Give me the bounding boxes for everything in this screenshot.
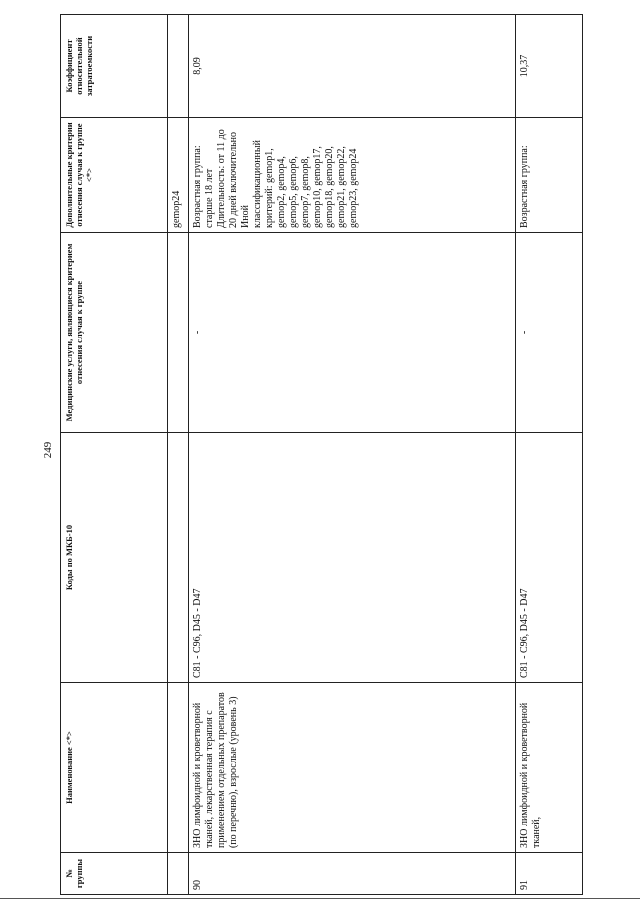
additional-criteria-cell: Возрастная группа: [516, 118, 583, 233]
name-cell: ЗНО лимфоидной и кроветворной тканей, [516, 683, 583, 853]
header-group-number: № группы [61, 853, 168, 895]
cell [168, 853, 189, 895]
table-row [189, 15, 516, 895]
header-coefficient: Коэффициент относительной затратоемкости [61, 15, 168, 118]
cell [168, 233, 189, 433]
cell [168, 683, 189, 853]
rotated-table-wrapper [60, 15, 605, 895]
cell [168, 433, 189, 683]
tariff-table [60, 14, 583, 895]
header-mkb-codes: Коды по МКБ-10 [61, 433, 168, 683]
group-number-cell: 91 [516, 853, 583, 895]
medical-services-cell: - [189, 233, 516, 433]
additional-criteria-cell: Возрастная группа: старше 18 лет Длительность: от 11 до 20 дней включительно Иной классификационный критерий: gemop1, gemop2, gemop4, gemop5, gemop6, gemop7, gemop8, gemop10, gemop17, gemop18, gemop20, gemop21, gemop22, gemop23, gemop24 [189, 118, 516, 233]
table-row [516, 15, 583, 895]
header-name: Наименование <*> [61, 683, 168, 853]
header-medical-services: Медицинские услуги, являющиеся критерием отнесения случая к группе [61, 233, 168, 433]
scan-edge-line [0, 898, 640, 899]
coefficient-cell: 8,09 [189, 15, 516, 118]
page-number: 249 [42, 441, 54, 459]
continuation-row [168, 15, 189, 895]
mkb-codes-cell: C81 - C96, D45 - D47 [516, 433, 583, 683]
header-additional-criteria: Дополнительные критерии отнесения случая к группе <*> [61, 118, 168, 233]
header-row [61, 15, 168, 895]
group-number-cell: 90 [189, 853, 516, 895]
cell [168, 15, 189, 118]
mkb-codes-cell: C81 - C96, D45 - D47 [189, 433, 516, 683]
medical-services-cell: - [516, 233, 583, 433]
additional-criteria-cell: gemop24 [168, 118, 189, 233]
coefficient-cell: 10,37 [516, 15, 583, 118]
name-cell: ЗНО лимфоидной и кроветворной тканей, лекарственная терапия с применением отдельных препаратов (по перечню), взрослые (уровень 3) [189, 683, 516, 853]
